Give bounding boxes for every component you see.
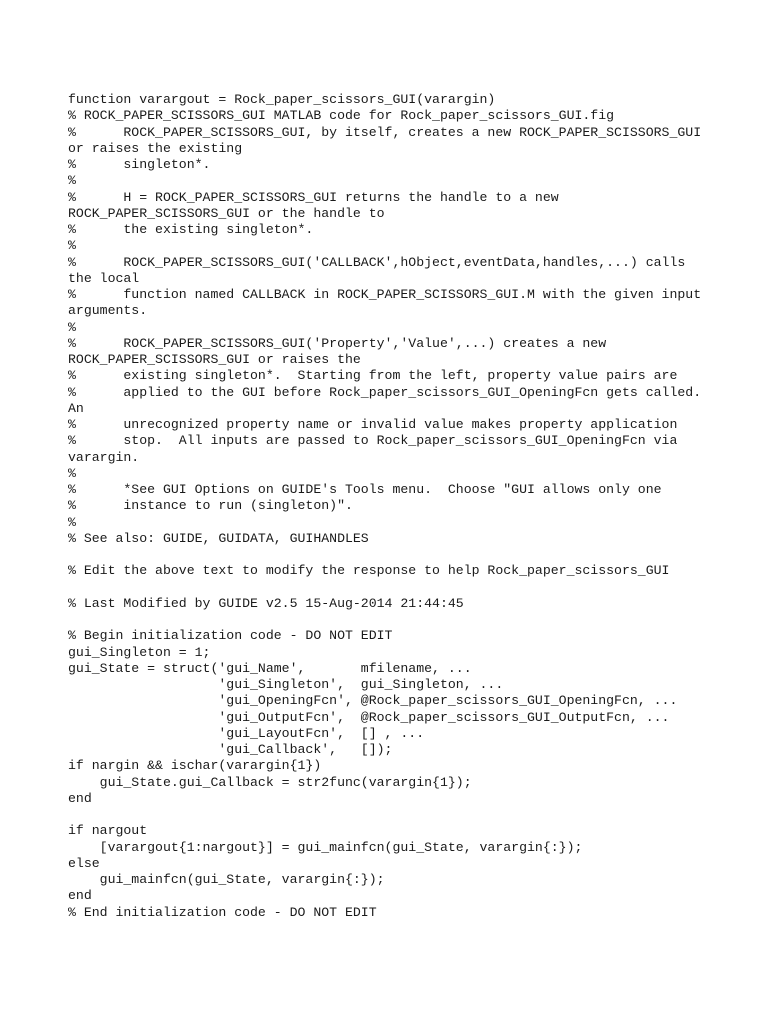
code-line: gui_State.gui_Callback = str2func(varargin{1}); (68, 774, 472, 790)
code-line: 'gui_Singleton', gui_Singleton, ... (68, 677, 504, 692)
code-line: % instance to run (singleton)". (68, 498, 353, 514)
code-line (68, 807, 718, 823)
code-line: arguments. (68, 303, 148, 319)
code-line: 'gui_OutputFcn', @Rock_paper_scissors_GUI_OutputFcn, ... (68, 709, 670, 725)
code-line: % the existing singleton*. (68, 222, 314, 237)
code-line: % Last Modified by GUIDE v2.5 15-Aug-2014 21:44:45 (68, 595, 464, 611)
code-line: % ROCK_PAPER_SCISSORS_GUI('Property','Value',...) creates a new (68, 335, 607, 351)
code-line: gui_Singleton = 1; (68, 644, 211, 660)
code-line: % ROCK_PAPER_SCISSORS_GUI('CALLBACK',hObject,eventData,handles,...) calls (68, 254, 686, 270)
code-line: % Begin initialization code - DO NOT EDIT (68, 628, 393, 644)
code-line: % Edit the above text to modify the response to help Rock_paper_scissors_GUI (68, 563, 670, 579)
code-line: end (68, 790, 92, 806)
code-line: % stop. All inputs are passed to Rock_paper_scissors_GUI_OpeningFcn via (68, 433, 678, 449)
code-line (68, 547, 718, 563)
code-line: gui_State = struct('gui_Name', mfilename, ... (68, 660, 472, 676)
code-line: if nargout (68, 823, 148, 839)
code-line: % applied to the GUI before Rock_paper_scissors_GUI_OpeningFcn gets called. (68, 384, 702, 400)
code-line: % ROCK_PAPER_SCISSORS_GUI MATLAB code for Rock_paper_scissors_GUI.fig (68, 108, 615, 124)
code-line: % (68, 173, 76, 189)
code-line: % H = ROCK_PAPER_SCISSORS_GUI returns the handle to a new (68, 189, 559, 205)
code-line: % *See GUI Options on GUIDE's Tools menu. Choose "GUI allows only one (68, 482, 662, 497)
code-line: % singleton*. (68, 157, 211, 172)
code-line: 'gui_OpeningFcn', @Rock_paper_scissors_GUI_OpeningFcn, ... (68, 693, 678, 709)
code-line: % function named CALLBACK in ROCK_PAPER_SCISSORS_GUI.M with the given input (68, 287, 702, 302)
code-line: % (68, 514, 76, 530)
code-line (68, 580, 718, 596)
code-line: % See also: GUIDE, GUIDATA, GUIHANDLES (68, 530, 369, 546)
code-line: [varargout{1:nargout}] = gui_mainfcn(gui_State, varargin{:}); (68, 839, 583, 855)
code-listing (68, 92, 718, 921)
code-line: 'gui_Callback', []); (68, 742, 393, 757)
code-line: % (68, 319, 76, 335)
code-line: An (68, 400, 84, 416)
code-line (68, 612, 718, 628)
code-line: end (68, 888, 92, 904)
code-line: % (68, 465, 76, 481)
code-line: % End initialization code - DO NOT EDIT (68, 904, 377, 920)
code-line: the local (68, 270, 140, 286)
code-line: 'gui_LayoutFcn', [] , ... (68, 725, 425, 741)
code-line: if nargin && ischar(varargin{1}) (68, 758, 322, 774)
code-line: ROCK_PAPER_SCISSORS_GUI or raises the (68, 352, 361, 367)
code-line: % ROCK_PAPER_SCISSORS_GUI, by itself, creates a new ROCK_PAPER_SCISSORS_GUI (68, 124, 702, 140)
code-line: % existing singleton*. Starting from the left, property value pairs are (68, 368, 678, 384)
code-line: % (68, 238, 76, 254)
code-line: or raises the existing (68, 140, 243, 156)
code-line: varargin. (68, 449, 140, 465)
code-line: ROCK_PAPER_SCISSORS_GUI or the handle to (68, 205, 385, 221)
code-line: % unrecognized property name or invalid value makes property application (68, 417, 678, 432)
code-line: else (68, 855, 100, 871)
code-line: function varargout = Rock_paper_scissors_GUI(varargin) (68, 92, 496, 107)
code-line: gui_mainfcn(gui_State, varargin{:}); (68, 872, 385, 887)
